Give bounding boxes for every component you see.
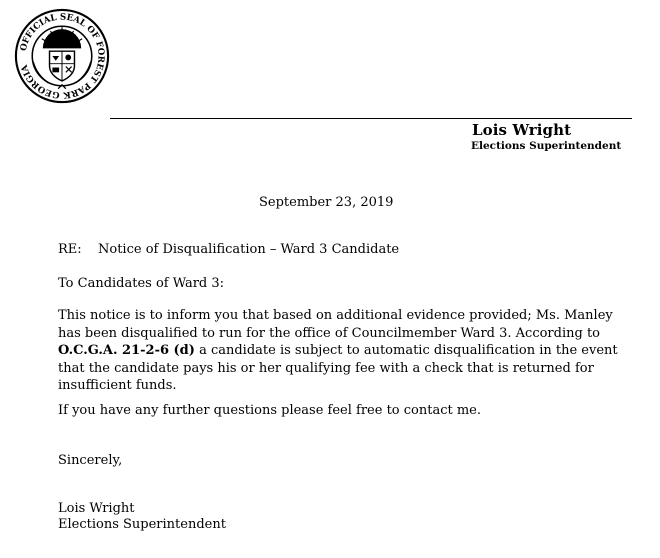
header-title: Elections Superintendent xyxy=(471,140,622,152)
letter-date: September 23, 2019 xyxy=(259,195,394,210)
re-line xyxy=(58,241,399,259)
header-name: Lois Wright xyxy=(472,121,572,139)
closing: Sincerely, xyxy=(58,453,123,468)
further-questions: If you have any further questions please feel free to contact me. xyxy=(58,403,482,418)
salutation: To Candidates of Ward 3: xyxy=(58,276,225,291)
header-rule xyxy=(110,118,632,119)
body-paragraph xyxy=(58,307,638,395)
city-seal-icon xyxy=(14,8,110,104)
seal-text: OFFICIAL SEAL OF FOREST PARK GEORGIA xyxy=(18,12,106,100)
re-label: RE: xyxy=(58,242,82,257)
re-subject: Notice of Disqualification – Ward 3 Candidate xyxy=(98,242,400,257)
body-citation: O.C.G.A. 21-2-6 (d) xyxy=(58,343,195,358)
signature-title: Elections Superintendent xyxy=(58,517,226,532)
signature-name: Lois Wright xyxy=(58,501,135,516)
body-text-part2: a candidate is subject to automatic disqualification in the event that the candidate pays his or her qualifying fee with a check that is returned for insufficient funds. xyxy=(58,343,618,393)
body-text-part1: This notice is to inform you that based on additional evidence provided; Ms. Manley has been disqualified to run for the office of Councilmember Ward 3. According to xyxy=(58,308,613,341)
